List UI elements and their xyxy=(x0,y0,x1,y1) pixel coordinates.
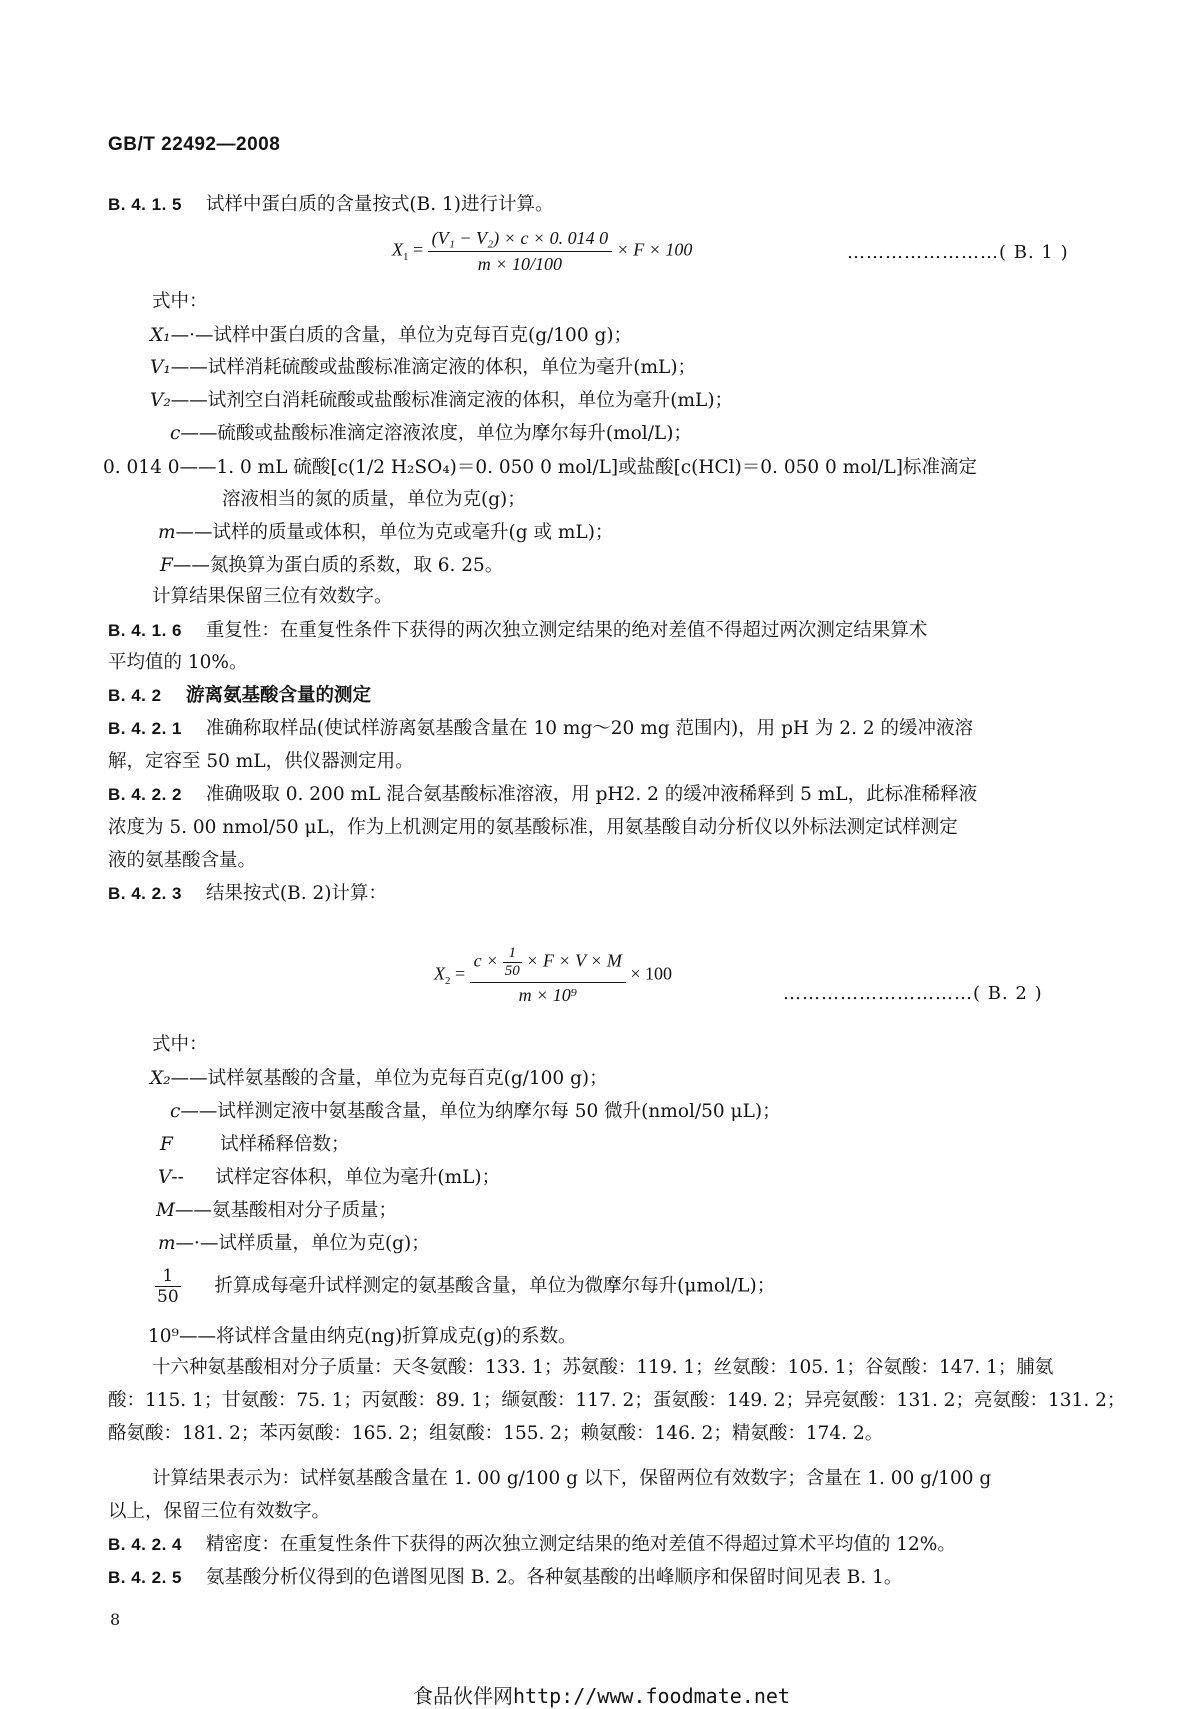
term-dash: —·— xyxy=(170,325,214,346)
formula-lhs-sub: 2 xyxy=(445,975,451,988)
section-b423 xyxy=(108,882,387,906)
term-desc: 氮换算为蛋白质的系数，取 6. 25。 xyxy=(209,555,504,576)
term-00140-cont xyxy=(222,485,526,511)
term-symbol: m xyxy=(158,1233,176,1254)
term-desc: 试样定容体积，单位为毫升(mL)； xyxy=(215,1167,501,1188)
term-dash: —·— xyxy=(175,1233,219,1254)
term-m-upper xyxy=(156,1196,397,1222)
formula-small-fraction xyxy=(503,945,522,980)
section-b424 xyxy=(108,1533,956,1557)
term-fraction-bot: 50 xyxy=(157,1287,179,1307)
term-dash: —— xyxy=(170,390,208,411)
amino-mass-line-2: 酸：115. 1；甘氨酸：75. 1；丙氨酸：89. 1；缬氨酸：117. 2；蛋氨酸：149. 2；异亮氨酸：131. 2；亮氨酸：131. 2； xyxy=(108,1390,1126,1411)
section-b421 xyxy=(108,717,973,741)
section-b421-cont: 解，定容至 50 mL，供仪器测定用。 xyxy=(108,751,414,772)
formula-tail: × F × 100 xyxy=(616,239,693,260)
term-desc: 试样的质量或体积，单位为克或毫升(g 或 mL)； xyxy=(212,522,614,543)
section-b425 xyxy=(108,1566,902,1590)
term-v1 xyxy=(150,353,696,379)
section-heading: 游离氨基酸含量的测定 xyxy=(186,685,372,706)
formula-fraction xyxy=(470,945,626,1006)
term-dash: —— xyxy=(178,1326,216,1347)
amino-mass-line-1: 十六种氨基酸相对分子质量：天冬氨酸：133. 1；苏氨酸：119. 1；丝氨酸：105. 1；谷氨酸：147. 1；脯氨 xyxy=(152,1357,1054,1378)
term-fraction-symbol xyxy=(155,1266,181,1307)
term-symbol: X₂ xyxy=(150,1068,171,1089)
term-dash: —— xyxy=(180,1101,218,1122)
term-desc: 试样质量，单位为克(g)； xyxy=(218,1233,430,1254)
term-dash: -- xyxy=(171,1167,184,1188)
term-desc: 试样消耗硫酸或盐酸标准滴定液的体积，单位为毫升(mL)； xyxy=(207,357,697,378)
term-dash: —— xyxy=(172,555,210,576)
section-b416-cont: 平均值的 10%。 xyxy=(108,652,248,673)
term-desc: 试样测定液中氨基酸含量，单位为纳摩尔每 50 微升(nmol/50 μL)； xyxy=(217,1101,781,1122)
section-text: 准确吸取 0. 200 mL 混合氨基酸标准溶液，用 pH2. 2 的缓冲液稀释到 5 mL，此标准稀释液 xyxy=(205,784,978,805)
term-v xyxy=(158,1163,500,1189)
section-number: B. 4. 2. 1 xyxy=(108,719,182,738)
term-symbol: M xyxy=(156,1200,175,1221)
formula-fraction xyxy=(428,228,612,275)
result-note-2-line-1: 计算结果表示为：试样氨基酸含量在 1. 00 g/100 g 以下，保留两位有效数字；含量在 1. 00 g/100 g xyxy=(152,1468,992,1489)
formula-lhs: X xyxy=(434,963,445,984)
section-text: 精密度：在重复性条件下获得的两次独立测定结果的绝对差值不得超过算术平均值的 12%。 xyxy=(205,1534,956,1555)
section-number: B. 4. 2. 3 xyxy=(108,884,182,903)
section-number: B. 4. 1. 5 xyxy=(108,195,182,214)
term-dash: —— xyxy=(180,423,218,444)
term-f xyxy=(160,551,503,577)
where-label-1: 式中： xyxy=(152,291,208,312)
section-text: 结果按式(B. 2)计算： xyxy=(205,883,387,904)
section-text: 氨基酸分析仪得到的色谱图见图 B. 2。各种氨基酸的出峰顺序和保留时间见表 B. 1。 xyxy=(205,1567,903,1588)
term-c2 xyxy=(170,1097,781,1123)
section-text: 重复性：在重复性条件下获得的两次独立测定结果的绝对差值不得超过两次测定结果算术 xyxy=(205,620,928,641)
formula-numerator xyxy=(470,945,626,983)
formula-denominator: m × 10⁹ xyxy=(518,985,577,1005)
term-desc: 试样氨基酸的含量，单位为克每百克(g/100 g)； xyxy=(207,1068,608,1089)
term-symbol: c xyxy=(170,1101,181,1122)
section-number: B. 4. 2. 4 xyxy=(108,1535,182,1554)
term-symbol: 0. 014 0 xyxy=(103,457,180,478)
section-b422-cont1: 浓度为 5. 00 nmol/50 μL，作为上机测定用的氨基酸标准，用氨基酸自动分析仪以外标法测定试样测定 xyxy=(108,817,958,838)
term-dash: —— xyxy=(170,1068,208,1089)
amino-mass-line-3: 酪氨酸：181. 2；苯丙氨酸：165. 2；组氨酸：155. 2；赖氨酸：146. 2；精氨酸：174. 2。 xyxy=(108,1423,884,1444)
where-label-2: 式中： xyxy=(152,1034,208,1055)
result-note-2-line-2: 以上，保留三位有效数字。 xyxy=(108,1501,331,1522)
section-number: B. 4. 2. 5 xyxy=(108,1568,182,1587)
formula-lhs: X xyxy=(392,239,403,260)
term-symbol: V₁ xyxy=(150,357,171,378)
section-b422 xyxy=(108,783,977,807)
term-f2 xyxy=(160,1130,350,1156)
formula-denominator: m × 10/100 xyxy=(477,254,562,274)
formula-small-top: 1 xyxy=(503,945,522,963)
page-number: 8 xyxy=(110,1610,121,1629)
term-symbol: F xyxy=(160,1134,173,1155)
formula-tail: × 100 xyxy=(630,963,673,984)
term-desc: 折算成每毫升试样测定的氨基酸含量，单位为微摩尔每升(μmol/L)； xyxy=(214,1275,776,1297)
term-desc: 硫酸或盐酸标准滴定溶液浓度，单位为摩尔每升(mol/L)； xyxy=(217,423,692,444)
term-symbol: X₁ xyxy=(150,325,171,346)
term-fraction-top: 1 xyxy=(155,1266,181,1287)
term-x2 xyxy=(150,1064,608,1090)
section-number: B. 4. 1. 6 xyxy=(108,621,182,640)
term-desc: 试样稀释倍数； xyxy=(220,1134,350,1155)
term-m-lower xyxy=(158,1229,430,1255)
section-b416 xyxy=(108,619,927,643)
term-desc: 试样中蛋白质的含量，单位为克每百克(g/100 g)； xyxy=(213,325,633,346)
section-b42-heading xyxy=(108,684,371,708)
term-00140 xyxy=(103,453,977,479)
equation-number-b1: ……………………( B. 1 ) xyxy=(847,242,1069,263)
section-number: B. 4. 2 xyxy=(108,686,162,705)
formula-b2: $X_2$ = c × $\frac{1}{50}$ × F × V × M m × 10⁹ × 100 xyxy=(434,945,673,1005)
formula-numerator: (V₁ − V₂) × c × 0. 014 0 xyxy=(428,228,612,252)
formula-b1: $X_1$ = $\frac{\text{(V₁ − V₂) × c × 0. 014 0}}{m \times 10/100}$ × F × 100 xyxy=(392,228,693,274)
section-b415 xyxy=(108,193,553,217)
term-dash: —— xyxy=(174,1200,212,1221)
formula-small-bot: 50 xyxy=(504,963,520,979)
section-text: 试样中蛋白质的含量按式(B. 1)进行计算。 xyxy=(205,194,554,215)
term-symbol: m xyxy=(158,522,176,543)
term-desc: 溶液相当的氮的质量，单位为克(g)； xyxy=(222,489,526,510)
term-desc: 将试样含量由纳克(ng)折算成克(g)的系数。 xyxy=(215,1326,577,1347)
watermark-footer: 食品伙伴网http://www.foodmate.net xyxy=(413,1684,790,1708)
formula-lhs-sub: 1 xyxy=(403,251,409,264)
result-note-1: 计算结果保留三位有效数字。 xyxy=(152,586,393,607)
term-symbol: F xyxy=(160,555,173,576)
term-desc: 1. 0 mL 硫酸[c(1/2 H₂SO₄)＝0. 050 0 mol/L]或盐酸[c(HCl)＝0. 050 0 mol/L]标准滴定 xyxy=(216,457,977,478)
term-c xyxy=(170,419,692,445)
term-symbol: 10⁹ xyxy=(148,1326,179,1347)
section-text: 准确称取样品(使试样游离氨基酸含量在 10 mg～20 mg 范围内)，用 pH 为 2. 2 的缓冲液溶 xyxy=(205,718,973,739)
term-m xyxy=(158,518,613,544)
term-symbol: V xyxy=(158,1167,172,1188)
term-dash: —— xyxy=(170,357,208,378)
section-number: B. 4. 2. 2 xyxy=(108,785,182,804)
term-dash: —— xyxy=(175,522,213,543)
term-ten-nine xyxy=(148,1322,576,1348)
term-one-fiftieth xyxy=(155,1266,775,1307)
formula-num-tail: × F × V × M xyxy=(526,950,622,971)
formula-c: c × xyxy=(473,950,499,971)
standard-code: GB/T 22492—2008 xyxy=(108,134,281,155)
term-dash: —— xyxy=(179,457,217,478)
term-desc: 氨基酸相对分子质量； xyxy=(211,1200,397,1221)
term-symbol: V₂ xyxy=(150,390,171,411)
equation-number-b2: …………………………( B. 2 ) xyxy=(783,983,1043,1004)
section-b422-cont2: 液的氨基酸含量。 xyxy=(108,850,257,871)
term-x1 xyxy=(150,321,632,347)
term-desc: 试剂空白消耗硫酸或盐酸标准滴定液的体积，单位为毫升(mL)； xyxy=(207,390,734,411)
term-symbol: c xyxy=(170,423,181,444)
term-v2 xyxy=(150,386,733,412)
